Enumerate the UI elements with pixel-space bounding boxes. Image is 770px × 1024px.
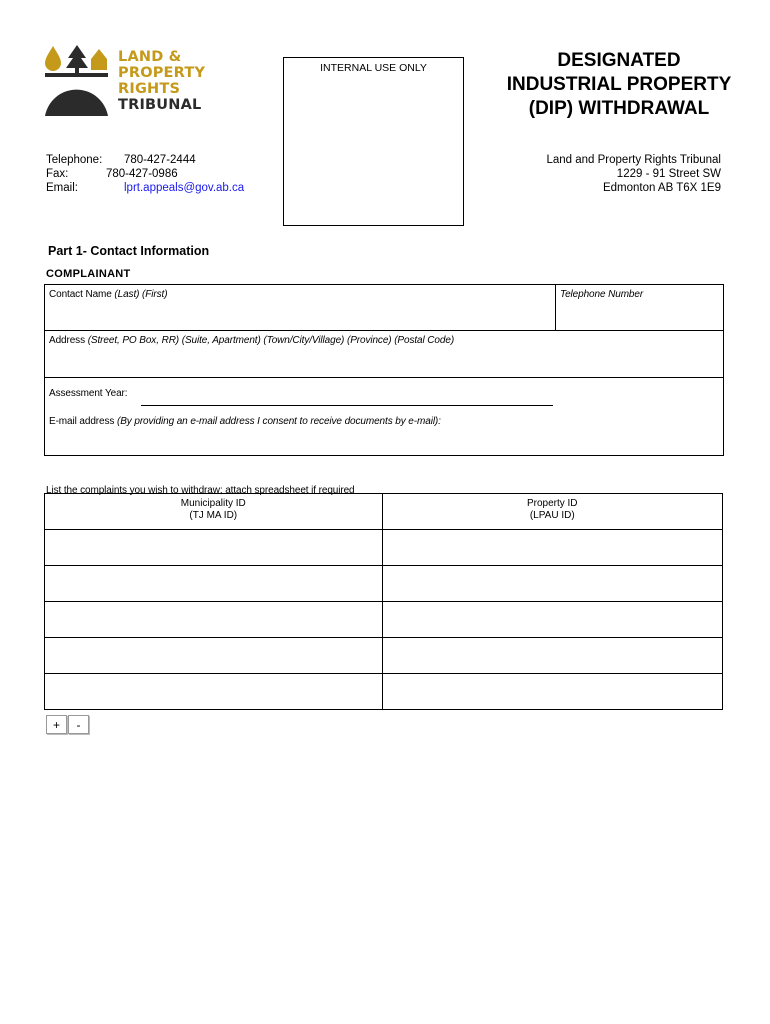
assessment-year-label: Assessment Year: [49,388,128,399]
logo-line3: RIGHTS [118,81,181,97]
logo-line1: LAND & [118,49,182,65]
logo-line2: PROPERTY [118,65,206,81]
internal-use-label: INTERNAL USE ONLY [320,62,427,74]
address-label: Address [49,335,85,346]
municipality-id-cell[interactable] [45,602,383,638]
contact-name-hint: (Last) (First) [114,289,168,300]
table-row [45,674,723,710]
assessment-year-input[interactable] [141,391,553,406]
municipality-id-cell[interactable] [45,638,383,674]
title-line2: INDUSTRIAL PROPERTY [506,74,732,95]
contact-form [44,284,724,456]
table-row [45,602,723,638]
telephone-value: 780-427-2444 [124,154,196,166]
logo-line4: TRIBUNAL [118,97,202,113]
telephone-number-label: Telephone Number [560,289,644,300]
contact-name-label: Contact Name [49,289,112,300]
fax-label: Fax: [46,168,69,180]
contact-block [46,153,266,199]
tribunal-address [500,153,721,195]
table-row [45,566,723,602]
form-title [474,49,764,121]
address-line1: Land and Property Rights Tribunal [546,154,721,166]
address-hint: (Street, PO Box, RR) (Suite, Apartment) (Town/City/Village) (Province) (Postal Code) [87,335,455,346]
contact-name-field[interactable] [45,285,556,331]
remove-row-button[interactable]: - [68,715,89,734]
complaints-table [44,493,723,710]
complainant-heading: COMPLAINANT [46,268,131,280]
table-header-row [45,494,723,530]
column-header-property-id: Property ID (LPAU ID) [382,494,723,530]
add-row-button[interactable]: + [46,715,67,734]
table-row [45,638,723,674]
municipality-id-cell[interactable] [45,530,383,566]
title-line3: (DIP) WITHDRAWAL [528,98,710,119]
internal-use-box [283,57,464,226]
address-field[interactable] [45,331,723,378]
property-id-cell[interactable] [382,602,723,638]
telephone-label: Telephone: [46,154,103,166]
logo-emblem-icon [44,44,110,120]
property-id-cell[interactable] [382,638,723,674]
property-id-cell[interactable] [382,674,723,710]
email-address-input[interactable] [47,429,721,453]
title-line1: DESIGNATED [557,50,681,71]
email-address-hint: (By providing an e-mail address I consent to receive documents by e-mail): [116,416,441,427]
email-link[interactable]: lprt.appeals@gov.ab.ca [124,182,245,194]
email-label: Email: [46,182,78,194]
address-line3: Edmonton AB T6X 1E9 [602,182,721,194]
complaints-instruction: List the complaints you wish to withdraw; attach spreadsheet if required [46,485,355,496]
property-id-cell[interactable] [382,530,723,566]
email-address-label: E-mail address [49,416,115,427]
telephone-number-field[interactable] [556,285,723,331]
fax-value: 780-427-0986 [106,168,178,180]
municipality-id-cell[interactable] [45,674,383,710]
column-header-municipality-id: Municipality ID (TJ MA ID) [45,494,383,530]
address-line2: 1229 - 91 Street SW [616,168,721,180]
municipality-id-cell[interactable] [45,566,383,602]
property-id-cell[interactable] [382,566,723,602]
table-row [45,530,723,566]
part1-title: Part 1- Contact Information [48,244,210,258]
tribunal-logo [44,44,214,120]
